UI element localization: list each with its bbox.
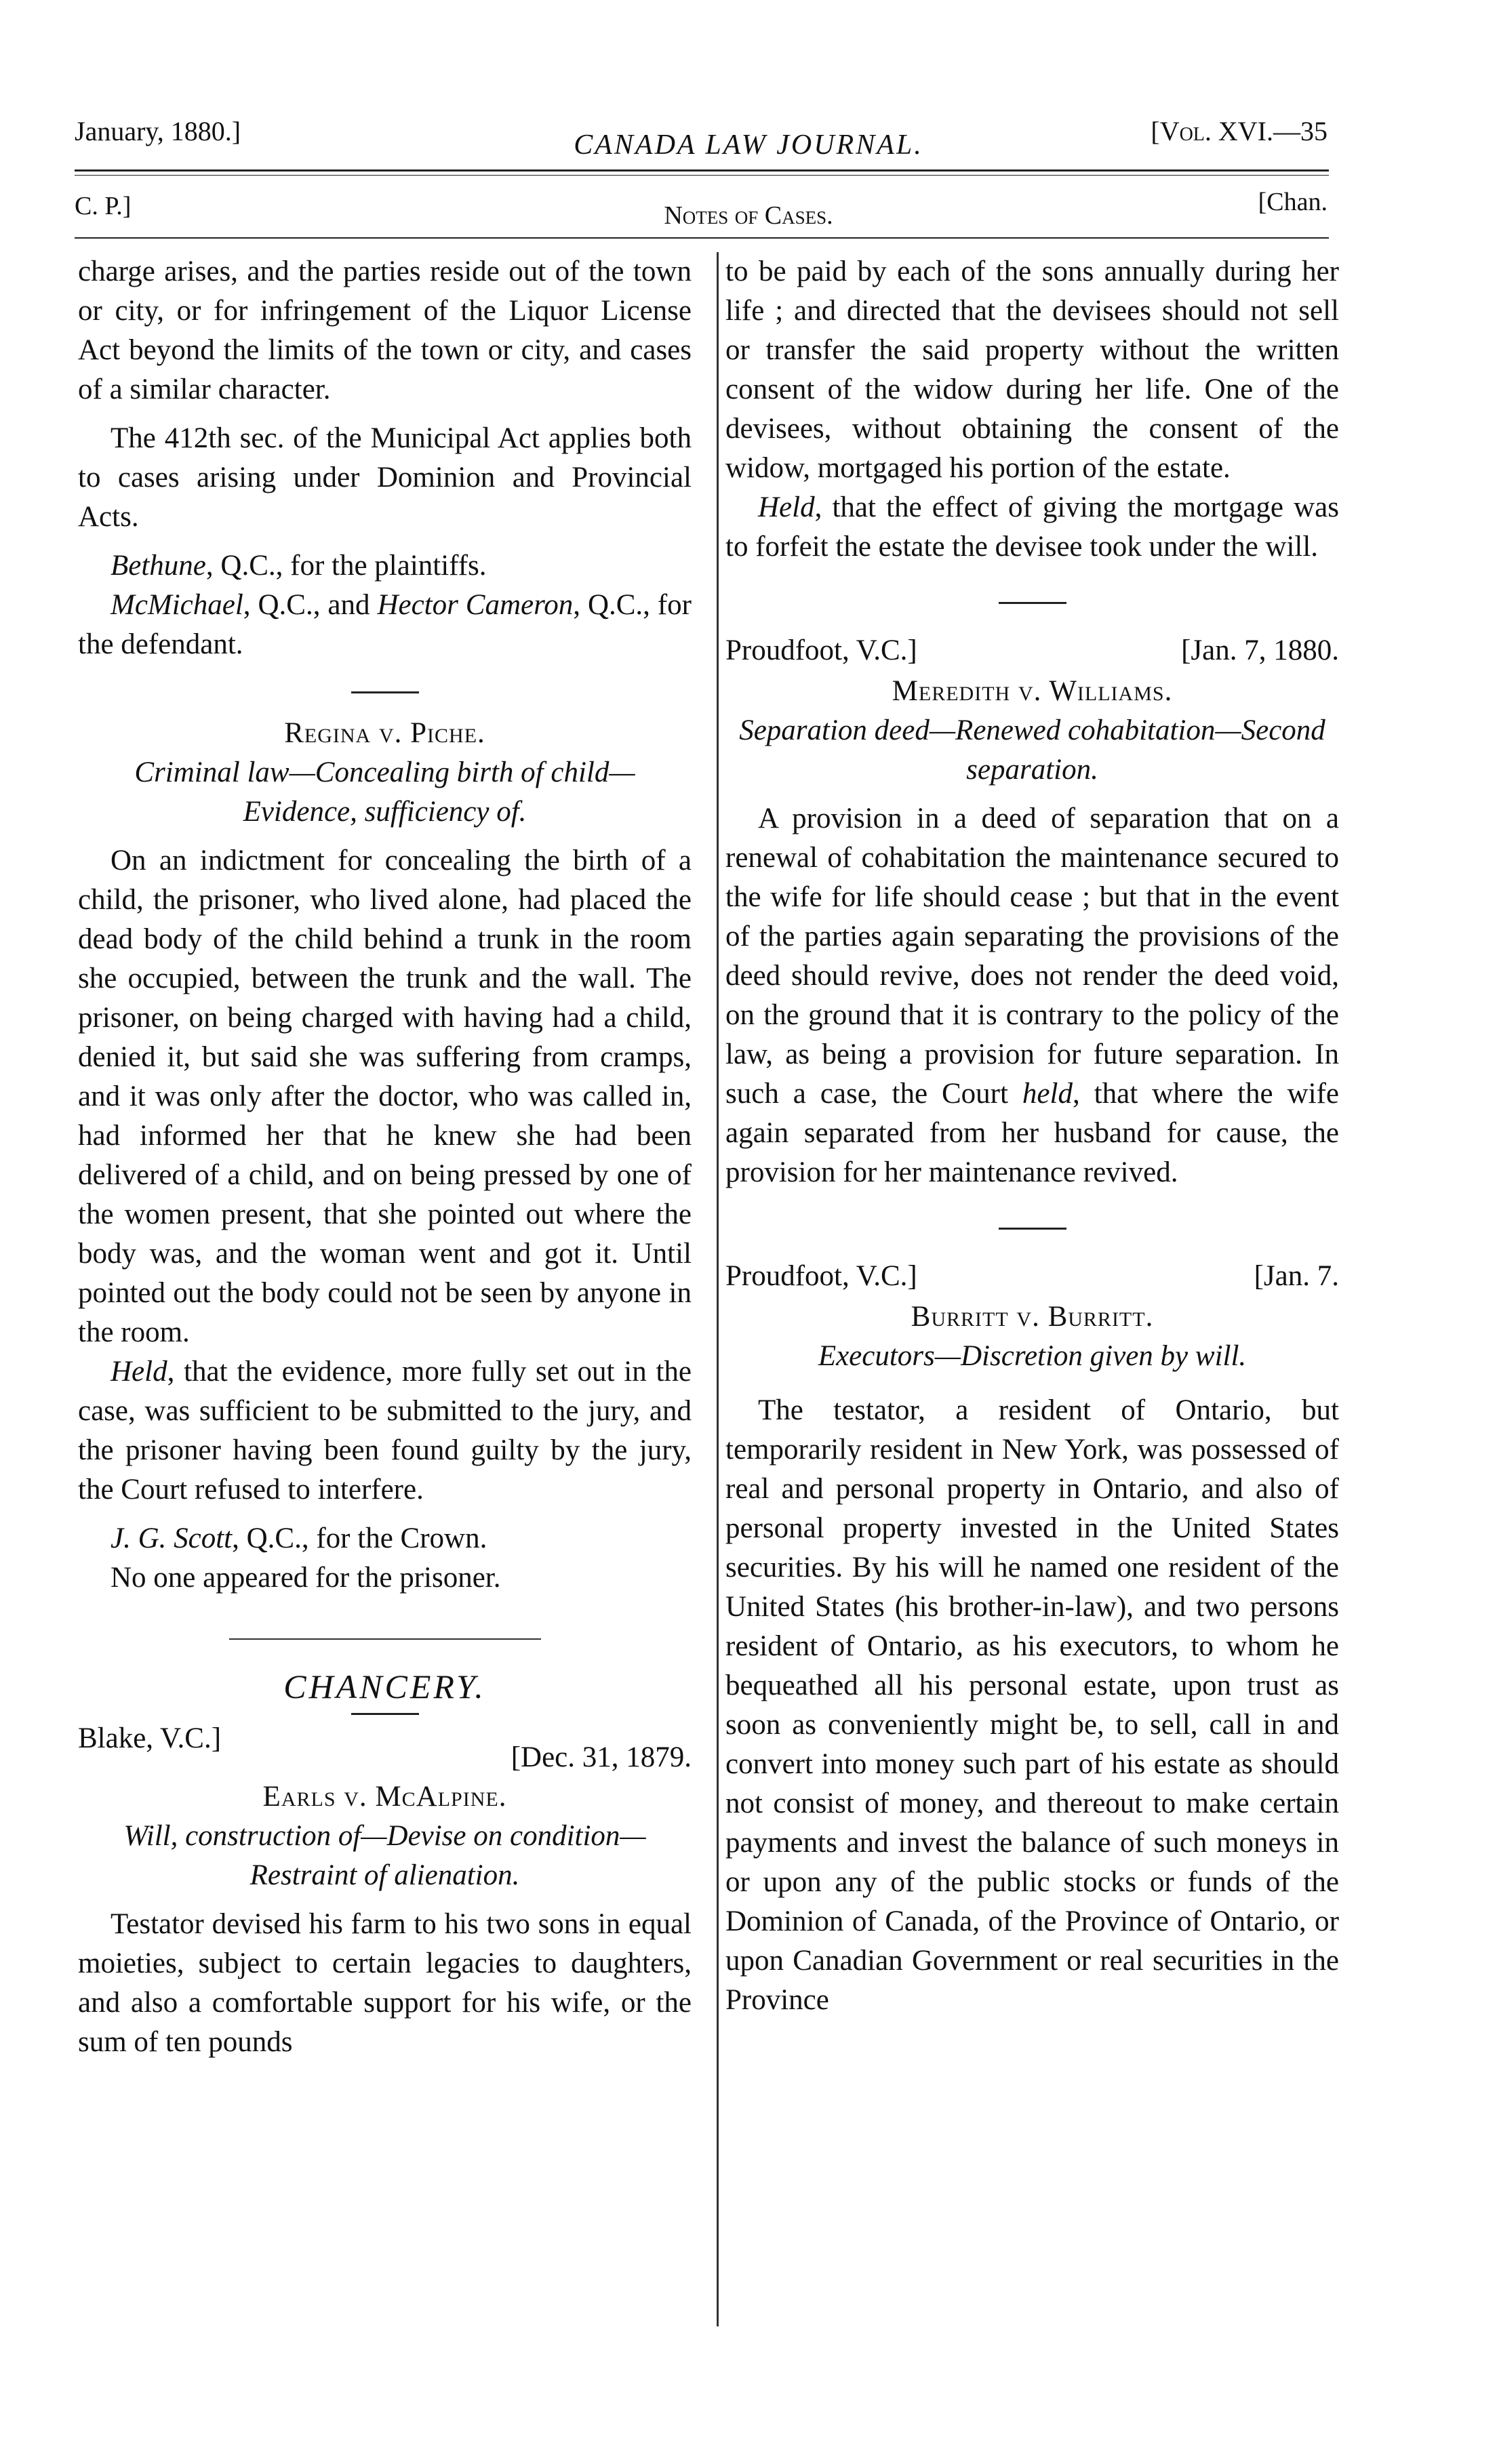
header-rule bbox=[75, 169, 1329, 171]
section-title: Notes of Cases. bbox=[664, 201, 833, 230]
court-line bbox=[725, 631, 1339, 670]
held-label: Held bbox=[758, 491, 815, 523]
case-title: Burritt v. Burritt. bbox=[911, 1301, 1154, 1333]
held-label: held bbox=[1022, 1078, 1073, 1110]
paragraph: The 412th sec. of the Municipal Act applies both to cases arising under Dominion and Provincial Acts. bbox=[78, 422, 692, 533]
counsel-line: No one appeared for the prisoner. bbox=[111, 1562, 501, 1594]
case-headnote: Criminal law—Concealing birth of child—Evidence, sufficiency of. bbox=[134, 756, 635, 828]
counsel-line: McMichael, Q.C., and Hector Cameron, Q.C., for the defendant. bbox=[78, 589, 692, 660]
case-headnote: Executors—Discretion given by will. bbox=[818, 1340, 1247, 1372]
case-title: Earls v. McAlpine. bbox=[262, 1781, 507, 1813]
judge: Proudfoot, V.C.] bbox=[725, 634, 917, 666]
court-line bbox=[725, 1257, 1339, 1296]
volume-number: [Vol. XVI.—35 bbox=[1151, 116, 1328, 146]
paragraph: charge arises, and the parties reside out of the town or city, or for infringement of the Liquor License Act beyond the limits of the town or city, and cases of a similar character. bbox=[78, 256, 692, 405]
case-separator bbox=[999, 1228, 1066, 1230]
header-rule-thin bbox=[75, 175, 1329, 176]
case-headnote: Separation deed—Renewed cohabitation—Second separation. bbox=[739, 714, 1325, 786]
counsel-name: McMichael bbox=[111, 589, 243, 621]
counsel-line: J. G. Scott, Q.C., for the Crown. bbox=[111, 1522, 487, 1554]
judge: Proudfoot, V.C.] bbox=[725, 1260, 917, 1292]
paragraph: Held, that the effect of giving the mortgage was to forfeit the estate the devisee took under the will. bbox=[725, 491, 1339, 563]
left-column bbox=[78, 252, 692, 2062]
paragraph: On an indictment for concealing the birth of a child, the prisoner, who lived alone, had placed the dead body of the child behind a trunk in the room she occupied, between the trunk and the wall. The prisoner, on being charged with having had a child, denied it, but said she was suffering from cramps, and it was only after the doctor, who was called in, had informed her that he knew she had been delivered of a child, and on being pressed by one of the women present, that she pointed out where the body was, and the woman went and got it. Until pointed out the body could not be seen by anyone in the room. bbox=[78, 845, 692, 1348]
case-title: Meredith v. Williams. bbox=[892, 675, 1173, 707]
case-separator bbox=[351, 691, 419, 693]
counsel-name: J. G. Scott bbox=[111, 1522, 233, 1554]
paragraph: Held, that the evidence, more fully set out in the case, was sufficient to be submitted to the jury, and the prisoner having been found guilty by the jury, the Court refused to interfere. bbox=[78, 1356, 692, 1506]
case-date: [Jan. 7. bbox=[1254, 1260, 1339, 1292]
case-title: Regina v. Piche. bbox=[284, 717, 485, 749]
judge: Blake, V.C.] bbox=[78, 1722, 222, 1754]
paragraph: Testator devised his farm to his two sons in equal moieties, subject to certain legacies to daughters, and also a comfortable support for his wife, or the sum of ten pounds bbox=[78, 1908, 692, 2058]
paragraph: The testator, a resident of Ontario, but temporarily resident in New York, was possessed of real and personal property in Ontario, and also of personal property invested in the United States securities. By his will he named one resident of the United States (his brother-in-law), and two persons resident of Ontario, as his executors, to whom he bequeathed all his personal estate, upon trust as soon as conveniently might be, to sell, call in and convert into money such part of his estate as should not consist of money, and thereout to make certain payments and invest the balance of such moneys in or upon any of the public stocks or funds of the Dominion of Canada, of the Province of Ontario, or upon Canadian Government or real securities in the Province bbox=[725, 1394, 1339, 2016]
left-court-label: C. P.] bbox=[75, 192, 132, 220]
case-headnote: Will, construction of—Devise on condition—Restraint of alienation. bbox=[123, 1820, 646, 1891]
case-separator bbox=[351, 1713, 419, 1715]
section-heading: CHANCERY. bbox=[283, 1668, 486, 1705]
court-line bbox=[78, 1719, 692, 1777]
column-divider bbox=[717, 252, 719, 2326]
subheader-rule bbox=[75, 237, 1329, 239]
right-court-label: [Chan. bbox=[1258, 188, 1328, 216]
case-date: [Dec. 31, 1879. bbox=[511, 1741, 692, 1773]
counsel-name: Bethune bbox=[111, 550, 206, 582]
paragraph: to be paid by each of the sons annually during her life ; and directed that the devisees should not sell or transfer the said property without the written consent of the widow during her life. One of the devisees, without obtaining the consent of the widow, mortgaged his portion of the estate. bbox=[725, 256, 1339, 484]
counsel-line: Bethune, Q.C., for the plaintiffs. bbox=[111, 550, 487, 582]
case-date: [Jan. 7, 1880. bbox=[1181, 634, 1339, 666]
issue-date: January, 1880.] bbox=[75, 116, 241, 146]
paragraph: A provision in a deed of separation that on a renewal of cohabitation the maintenance secured to the wife for life should cease ; but that in the event of the parties again separating the provisions of the deed should revive, does not render the deed void, on the ground that it is contrary to the policy of the law, as being a provision for future separation. In such a case, the Court held, that where the wife again separated from her husband for cause, the provision for her maintenance revived. bbox=[725, 803, 1340, 1188]
counsel-name: Hector Cameron bbox=[377, 589, 574, 621]
journal-title: CANADA LAW JOURNAL. bbox=[574, 129, 923, 161]
case-separator bbox=[999, 602, 1066, 604]
right-column bbox=[725, 252, 1339, 2020]
section-separator bbox=[229, 1638, 541, 1640]
held-label: Held bbox=[111, 1356, 167, 1388]
